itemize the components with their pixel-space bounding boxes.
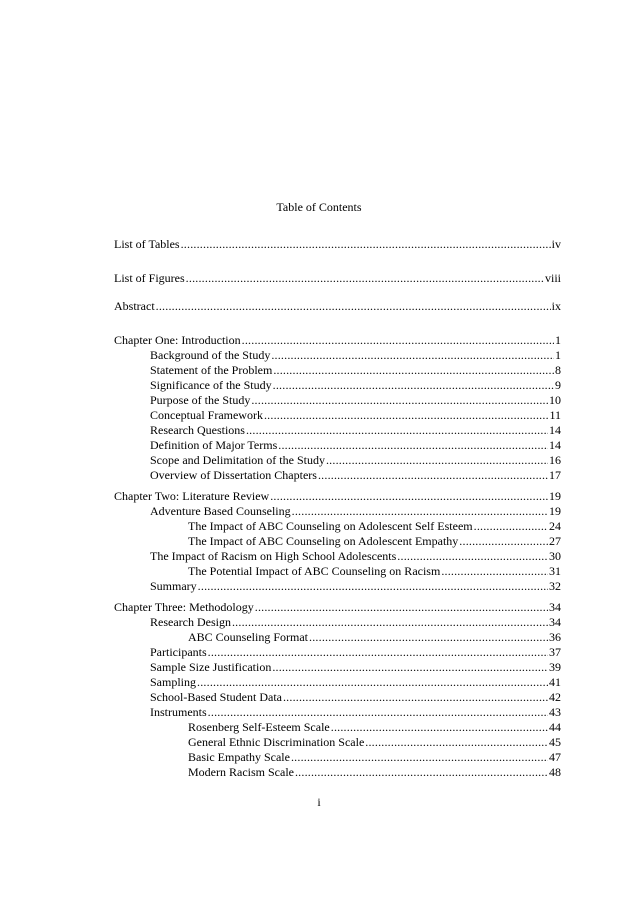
toc-leader-dots	[208, 645, 548, 660]
toc-leader-dots	[292, 504, 548, 519]
toc-entry	[114, 333, 561, 348]
toc-entry-page: 45	[549, 735, 561, 749]
toc-entry-label: Research Questions	[150, 423, 245, 437]
toc-entry-page: 37	[549, 645, 561, 659]
toc-entry	[150, 408, 561, 423]
toc-entry-page: 32	[549, 579, 561, 593]
toc-entry-label: Adventure Based Counseling	[150, 504, 291, 518]
toc-entry-page: 17	[549, 468, 561, 482]
toc-entry	[150, 690, 561, 705]
toc-entry	[188, 735, 561, 750]
toc-entry-page: 24	[549, 519, 561, 533]
toc-leader-dots	[474, 519, 548, 534]
toc-entry-page: 16	[549, 453, 561, 467]
toc-leader-dots	[365, 735, 548, 750]
toc-leader-dots	[318, 468, 548, 483]
toc-leader-dots	[459, 534, 548, 549]
toc-entry	[150, 645, 561, 660]
toc-leader-dots	[331, 720, 548, 735]
toc-entry	[114, 299, 561, 314]
toc-entry-page: 41	[549, 675, 561, 689]
toc-leader-dots	[156, 299, 551, 314]
toc-entry-page: 11	[549, 408, 561, 422]
toc-entry	[150, 504, 561, 519]
toc-entry-page: 14	[549, 423, 561, 437]
toc-entry-label: List of Tables	[114, 237, 180, 251]
toc-entry	[188, 750, 561, 765]
toc-entry-label: Sampling	[150, 675, 197, 689]
toc-entry	[150, 579, 561, 594]
toc-entry	[150, 423, 561, 438]
toc-entry-page: 19	[549, 489, 561, 503]
toc-entry-label: List of Figures	[114, 271, 185, 285]
toc-entry	[188, 765, 561, 780]
toc-entry-label: General Ethnic Discrimination Scale	[188, 735, 365, 749]
toc-entry-label: The Impact of ABC Counseling on Adolescent Empathy	[188, 534, 459, 548]
toc-entry-label: The Impact of Racism on High School Adolescents	[150, 549, 397, 563]
toc-entry-page: 1	[555, 348, 561, 362]
page-number: i	[317, 795, 321, 809]
toc-leader-dots	[197, 675, 548, 690]
toc-entry-label: Statement of the Problem	[150, 363, 273, 377]
toc-leader-dots	[181, 237, 551, 252]
toc-leader-dots	[270, 489, 548, 504]
toc-entry	[114, 489, 561, 504]
toc-leader-dots	[232, 615, 548, 630]
toc-leader-dots	[272, 660, 548, 675]
toc-entry	[150, 453, 561, 468]
toc-entry-label: Sample Size Justification	[150, 660, 272, 674]
toc-entry-label: Chapter One: Introduction	[114, 333, 241, 347]
toc-entry	[188, 564, 561, 579]
toc-entry-page: 48	[549, 765, 561, 779]
toc-entry	[114, 600, 561, 615]
toc-entry	[150, 549, 561, 564]
toc-entry	[114, 237, 561, 252]
toc-entry	[150, 348, 561, 363]
toc-entry-page: 1	[555, 333, 561, 347]
toc-entry-label: Research Design	[150, 615, 231, 629]
toc-entry-page: 39	[549, 660, 561, 674]
toc-leader-dots	[291, 750, 548, 765]
toc-entry	[150, 615, 561, 630]
toc-entry	[150, 705, 561, 720]
toc-leader-dots	[198, 579, 548, 594]
toc-entry-label: Rosenberg Self-Esteem Scale	[188, 720, 330, 734]
toc-leader-dots	[246, 423, 548, 438]
toc-entry-label: Modern Racism Scale	[188, 765, 294, 779]
toc-entry-label: Overview of Dissertation Chapters	[150, 468, 317, 482]
toc-entry-label: Chapter Two: Literature Review	[114, 489, 270, 503]
toc-leader-dots	[251, 393, 548, 408]
toc-entry	[150, 675, 561, 690]
toc-entry-page: 44	[549, 720, 561, 734]
toc-leader-dots	[271, 348, 554, 363]
toc-entry-label: Conceptual Framework	[150, 408, 263, 422]
page-title: Table of Contents	[276, 200, 362, 214]
toc-entry-label: The Impact of ABC Counseling on Adolescent Self Esteem	[188, 519, 473, 533]
toc-leader-dots	[295, 765, 548, 780]
toc-leader-dots	[397, 549, 548, 564]
toc-entry-page: 43	[549, 705, 561, 719]
toc-entry-label: ABC Counseling Format	[188, 630, 309, 644]
toc-entry-label: Abstract	[114, 299, 155, 313]
toc-entry-label: Scope and Delimitation of the Study	[150, 453, 325, 467]
toc-entry-page: iv	[551, 237, 561, 251]
toc-entry-page: 47	[549, 750, 561, 764]
toc-entry	[188, 720, 561, 735]
toc-leader-dots	[273, 363, 554, 378]
toc-entry-label: Background of the Study	[150, 348, 271, 362]
toc-entry-page: 10	[549, 393, 561, 407]
toc-entry	[188, 630, 561, 645]
toc-leader-dots	[309, 630, 548, 645]
toc-leader-dots	[242, 333, 554, 348]
toc-entry-label: School-Based Student Data	[150, 690, 282, 704]
toc-entry-label: Chapter Three: Methodology	[114, 600, 254, 614]
toc-entry-label: Participants	[150, 645, 207, 659]
toc-entry	[150, 438, 561, 453]
toc-entry-page: 42	[549, 690, 561, 704]
toc-entry	[150, 378, 561, 393]
toc-entry	[150, 660, 561, 675]
toc-entry	[188, 519, 561, 534]
toc-leader-dots	[208, 705, 548, 720]
toc-leader-dots	[278, 438, 548, 453]
toc-entry-label: Significance of the Study	[150, 378, 272, 392]
toc-leader-dots	[186, 271, 544, 286]
toc-entry-label: Purpose of the Study	[150, 393, 251, 407]
toc-entry-label: Instruments	[150, 705, 207, 719]
toc-entry-page: 14	[549, 438, 561, 452]
toc-entry-label: Basic Empathy Scale	[188, 750, 290, 764]
toc-entry-page: 27	[549, 534, 561, 548]
toc-leader-dots	[441, 564, 548, 579]
toc-leader-dots	[264, 408, 548, 423]
toc-entry-page: 31	[549, 564, 561, 578]
toc-entry-page: 34	[549, 615, 561, 629]
toc-leader-dots	[255, 600, 548, 615]
toc-entry-page: 34	[549, 600, 561, 614]
toc-entry-label: Definition of Major Terms	[150, 438, 278, 452]
toc-leader-dots	[273, 378, 554, 393]
toc-entry-page: ix	[551, 299, 561, 313]
toc-leader-dots	[283, 690, 548, 705]
toc-entry	[150, 363, 561, 378]
toc-entry-page: 30	[549, 549, 561, 563]
toc-entry-page: 8	[555, 363, 561, 377]
toc-entry	[150, 468, 561, 483]
toc-leader-dots	[326, 453, 548, 468]
toc-entry	[114, 271, 561, 286]
toc-entry-label: Summary	[150, 579, 197, 593]
toc-entry	[188, 534, 561, 549]
toc-entry	[150, 393, 561, 408]
toc-entry-page: viii	[544, 271, 561, 285]
toc-entry-label: The Potential Impact of ABC Counseling on Racism	[188, 564, 441, 578]
toc-entry-page: 9	[555, 378, 561, 392]
toc-entry-page: 19	[549, 504, 561, 518]
toc-entry-page: 36	[549, 630, 561, 644]
